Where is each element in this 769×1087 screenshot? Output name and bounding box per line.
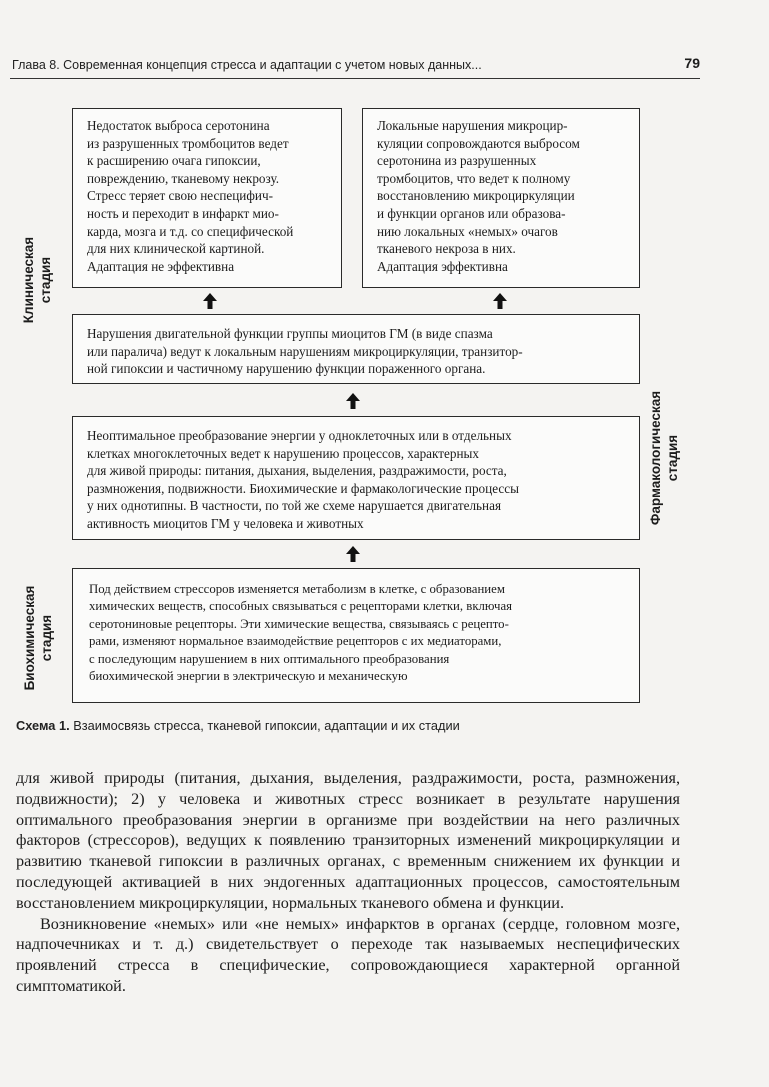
arrow-up-icon xyxy=(345,392,361,410)
scheme-box-motor-dysfunction: Нарушения двигательной функции группы миоцитов ГМ (в виде спазма или паралича) ведут к локальным нарушениям микроциркуляции, транзитор- ной гипоксии и частичному нарушению функции пораженного органа. xyxy=(72,314,640,384)
scheme-box-stressors: Под действием стрессоров изменяется метаболизм в клетке, с образованием химических веществ, способных связываться с рецепторами клетки, включая серотониновые рецепторы. Эти химические вещества, связываясь с рецепто- рами, изменяют нормальное взаимодействие рецепторов с их медиаторами, с последующим нарушением в них оптимального преобразования биохимической энергии в электрическую и механическую xyxy=(72,568,640,703)
scheme-box-adaptation: Локальные нарушения микроцир- куляции сопровождаются выбросом серотонина из разрушенных тромбоцитов, что ведет к полному восстановлению микроциркуляции и функции органов или образова- нию локальных «немых» очагов тканевого некроза в них. Адаптация эффективна xyxy=(362,108,640,288)
arrow-up-icon xyxy=(492,292,508,310)
running-title: Глава 8. Современная концепция стресса и адаптации с учетом новых данных... xyxy=(12,58,482,72)
header-rule xyxy=(10,78,700,79)
paragraph: для живой природы (питания, дыхания, выделения, раздражимости, роста, размножения, подвижности); 2) у человека и животных стресс возникает в результате нарушения оптимального преобразования энергии в организме при воздействии на него различных факторов (стрессоров), ведущих к появлению транзиторных изменений микроциркуляции и развитию тканевой гипоксии в различных органах, с временным снижением их функции и последующей активацией в них эндогенных адаптационных процессов, самостоятельным восстановлением микроциркуляции, нормальных тканевого обмена и функции. xyxy=(16,769,680,912)
scheme-caption xyxy=(16,718,676,733)
caption-text: Взаимосвязь стресса, тканевой гипоксии, адаптации и их стадии xyxy=(69,718,460,733)
page-number: 79 xyxy=(684,55,700,71)
scheme-box-maladaptation: Недостаток выброса серотонина из разрушенных тромбоцитов ведет к расширению очага гипоксии, повреждению, тканевому некрозу. Стресс теряет свою неспецифич- ность и переходит в инфаркт мио- карда, мозга и т.д. со специфической для них клинической картиной. Адаптация не эффективна xyxy=(72,108,342,288)
scheme-box-energy-conversion: Неоптимальное преобразование энергии у одноклеточных или в отдельных клетках многоклеточных ведет к нарушению процессов, характерных для живой природы: питания, дыхания, выделения, раздражимости, роста, размножения, подвижности. Биохимические и фармакологические процессы у них однотипны. В частности, по той же схеме нарушается двигательная активность миоцитов ГМ у человека и животных xyxy=(72,416,640,540)
body-text xyxy=(16,768,680,997)
paragraph: Возникновение «немых» или «не немых» инфарктов в органах (сердце, головном мозге, надпочечниках и т. д.) свидетельствует о переходе так называемых неспецифических проявлений стресса в специфические, сопровождающиеся характерной органной симптоматикой. xyxy=(16,914,680,995)
stage-label-clinical: Клиническая стадия xyxy=(21,236,53,324)
arrow-up-icon xyxy=(345,545,361,563)
stage-label-biochemical: Биохимическая стадия xyxy=(22,585,54,691)
caption-label: Схема 1. xyxy=(16,718,70,733)
stage-label-pharmacological: Фармакологическая стадия xyxy=(648,390,680,526)
arrow-up-icon xyxy=(202,292,218,310)
